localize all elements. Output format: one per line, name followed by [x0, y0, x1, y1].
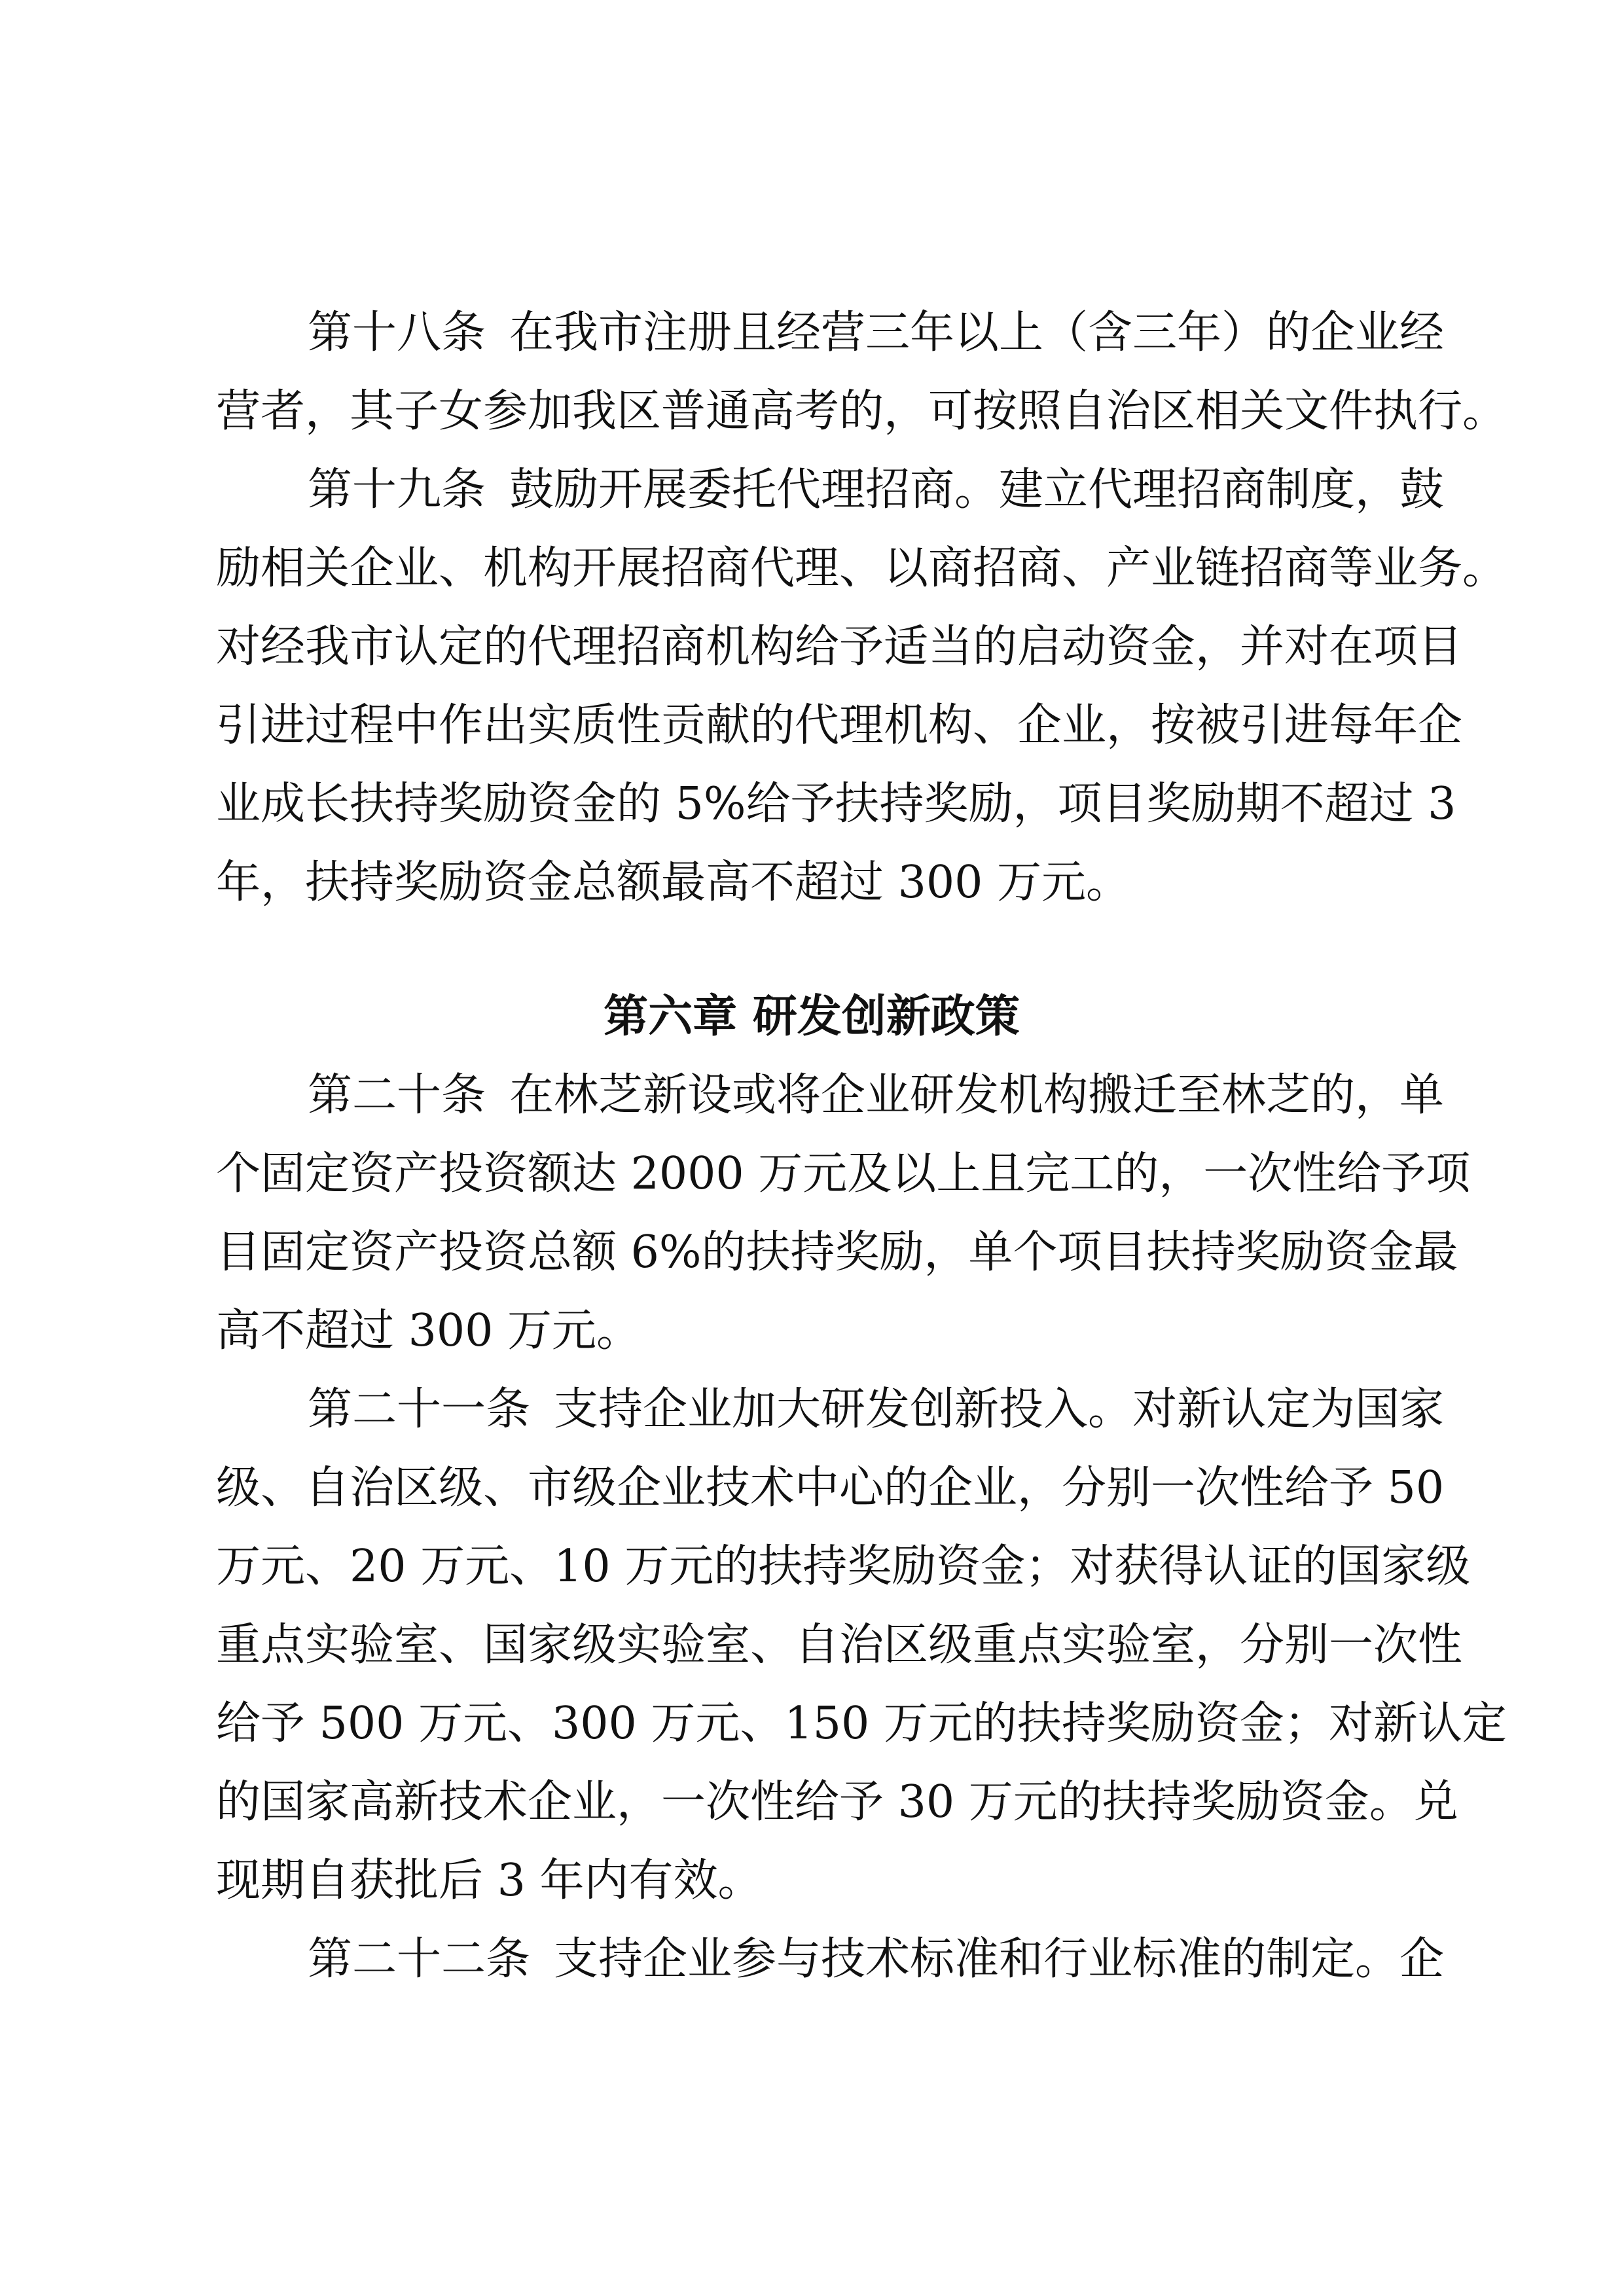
article-21-line-7: 现期自获批后 3 年内有效。: [216, 1855, 763, 1907]
article-21-line-5: 给予 500 万元、300 万元、150 万元的扶持奖励资金；对新认定: [216, 1698, 1507, 1749]
article-19-line-3: 对经我市认定的代理招商机构给予适当的启动资金，并对在项目: [216, 621, 1463, 673]
article-18-line-1: 第十八条 在我市注册且经营三年以上（含三年）的企业经: [308, 307, 1445, 359]
article-18-line-2: 营者，其子女参加我区普通高考的，可按照自治区相关文件执行。: [216, 386, 1507, 437]
article-21-line-6: 的国家高新技术企业，一次性给予 30 万元的扶持奖励资金。兑: [216, 1776, 1458, 1828]
article-21-line-1: 第二十一条 支持企业加大研发创新投入。对新认定为国家: [308, 1384, 1445, 1435]
article-number: 第二十二条: [308, 1933, 531, 1985]
article-20-line-2: 个固定资产投资额达 2000 万元及以上且完工的，一次性给予项: [216, 1148, 1471, 1200]
article-number: 第十九条: [308, 464, 486, 516]
article-19-line-4: 引进过程中作出实质性贡献的代理机构、企业，按被引进每年企: [216, 700, 1463, 751]
article-number: 第二十条: [308, 1069, 486, 1121]
article-19-line-5: 业成长扶持奖励资金的 5%给予扶持奖励，项目奖励期不超过 3: [216, 778, 1456, 830]
article-22-line-1: 第二十二条 支持企业参与技术标准和行业标准的制定。企: [308, 1933, 1445, 1985]
article-20-line-1: 第二十条 在林芝新设或将企业研发机构搬迁至林芝的，单: [308, 1069, 1445, 1121]
chapter-title: 第六章 研发创新政策: [604, 991, 1020, 1043]
article-21-line-2: 级、自治区级、市级企业技术中心的企业，分别一次性给予 50: [216, 1462, 1445, 1514]
article-21-line-3: 万元、20 万元、10 万元的扶持奖励资金；对获得认证的国家级: [216, 1541, 1471, 1592]
article-21-line-4: 重点实验室、国家级实验室、自治区级重点实验室，分别一次性: [216, 1619, 1463, 1671]
article-20-line-3: 目固定资产投资总额 6%的扶持奖励，单个项目扶持奖励资金最: [216, 1227, 1458, 1278]
article-20-line-4: 高不超过 300 万元。: [216, 1305, 641, 1357]
article-19-line-1: 第十九条 鼓励开展委托代理招商。建立代理招商制度，鼓: [308, 464, 1445, 516]
article-number: 第十八条: [308, 307, 486, 359]
article-number: 第二十一条: [308, 1384, 531, 1435]
article-19-line-2: 励相关企业、机构开展招商代理、以商招商、产业链招商等业务。: [216, 543, 1507, 594]
article-19-line-6: 年，扶持奖励资金总额最高不超过 300 万元。: [216, 857, 1131, 908]
